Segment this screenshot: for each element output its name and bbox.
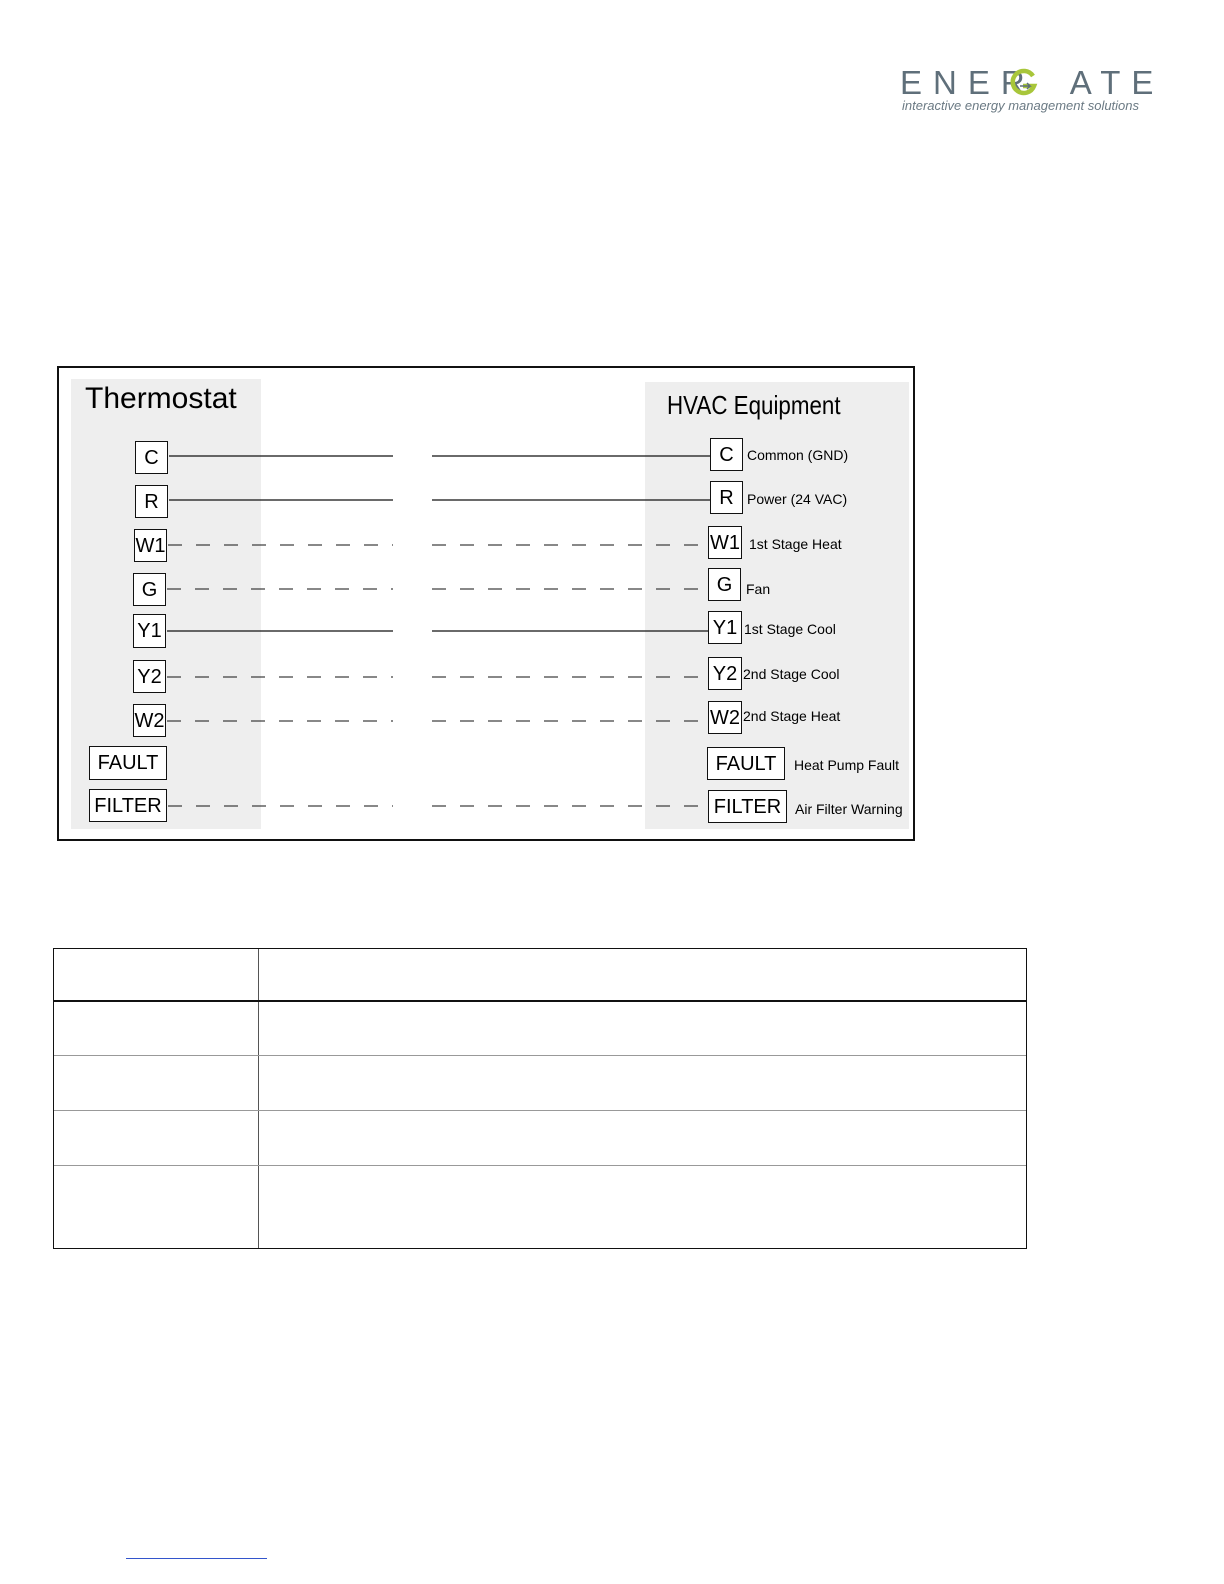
hvac-desc-w2: 2nd Stage Heat xyxy=(743,708,841,724)
energate-logo xyxy=(900,64,1165,120)
hvac-desc-c: Common (GND) xyxy=(747,447,849,463)
footnote-link-underline[interactable] xyxy=(126,1558,267,1559)
hvac-terminal-w1: W1 xyxy=(708,526,742,559)
hvac-terminal-y1: Y1 xyxy=(708,611,742,644)
thermostat-terminal-w1: W1 xyxy=(134,529,167,562)
wiring-diagram xyxy=(57,366,915,841)
table-row-divider xyxy=(54,1110,1026,1111)
thermostat-terminal-filter: FILTER xyxy=(89,789,167,822)
hvac-terminal-r: R xyxy=(710,481,743,514)
table-column-divider xyxy=(258,949,259,1248)
hvac-desc-r: Power (24 VAC) xyxy=(747,491,848,507)
thermostat-terminal-g: G xyxy=(133,573,166,606)
hvac-terminal-filter: FILTER xyxy=(708,790,787,823)
logo-tagline: interactive energy management solutions xyxy=(902,98,1140,113)
hvac-terminal-w2: W2 xyxy=(708,701,742,734)
thermostat-terminal-w2: W2 xyxy=(133,704,166,737)
table-header-divider xyxy=(54,1000,1026,1002)
thermostat-terminal-c: C xyxy=(135,441,168,474)
thermostat-title: Thermostat xyxy=(85,382,237,415)
hvac-desc-fault: Heat Pump Fault xyxy=(794,757,900,773)
thermostat-terminal-fault: FAULT xyxy=(89,746,167,780)
hvac-terminal-fault: FAULT xyxy=(707,747,785,780)
hvac-terminal-c: C xyxy=(710,438,743,471)
hvac-desc-y1: 1st Stage Cool xyxy=(744,621,836,637)
thermostat-terminal-y1: Y1 xyxy=(133,614,166,648)
logo-wordmark: ENER ATE xyxy=(900,64,1165,101)
table-row-divider xyxy=(54,1165,1026,1166)
hvac-terminal-y2: Y2 xyxy=(708,657,742,690)
table-row-divider xyxy=(54,1055,1026,1056)
thermostat-terminal-y2: Y2 xyxy=(133,660,166,693)
terminal-table xyxy=(53,948,1027,1249)
hvac-desc-y2: 2nd Stage Cool xyxy=(743,666,840,682)
logo-g-icon xyxy=(1008,68,1038,98)
hvac-desc-filter: Air Filter Warning xyxy=(795,801,903,817)
hvac-title: HVAC Equipment xyxy=(667,390,841,420)
hvac-desc-w1: 1st Stage Heat xyxy=(749,536,842,552)
thermostat-terminal-r: R xyxy=(135,485,168,518)
hvac-desc-g: Fan xyxy=(746,581,771,597)
hvac-terminal-g: G xyxy=(708,568,741,601)
